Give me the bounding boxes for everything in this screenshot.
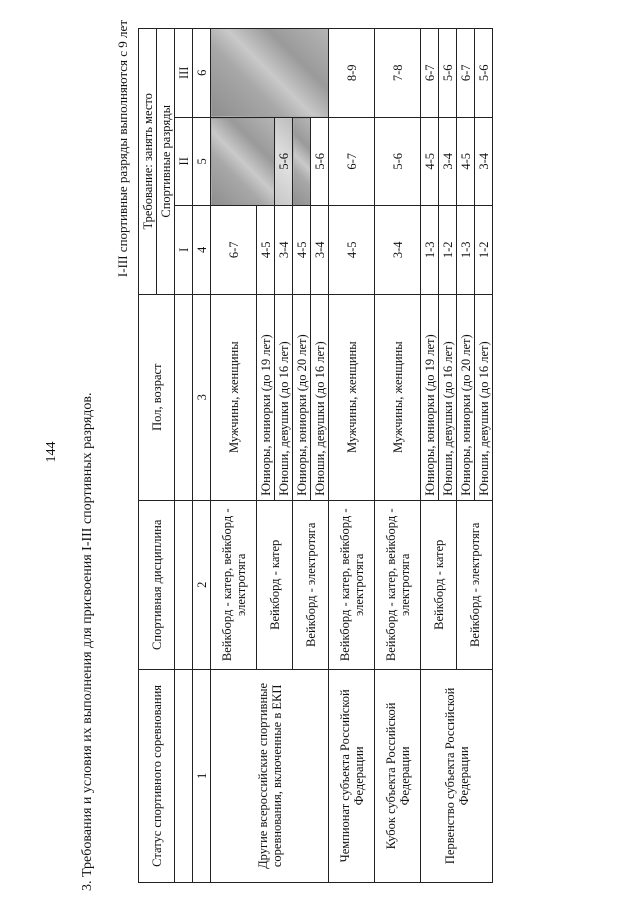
header-rank-3: III [175, 29, 193, 118]
status-cell: Чемпионат субъекта Российской Федерации [329, 669, 375, 882]
status-cell: Первенство субъекта Российской Федерации [421, 669, 493, 882]
rank-3-shaded-cell [211, 29, 329, 118]
sex-age-cell: Юноши, девушки (до 16 лет) [439, 294, 457, 500]
sex-age-cell: Мужчины, женщины [211, 294, 257, 500]
rank-2-shaded-cell [211, 117, 275, 206]
rank-2-cell: 6-7 [329, 117, 375, 206]
rank-1-cell: 3-4 [311, 206, 329, 295]
header-numbering-spacer [175, 500, 193, 669]
column-number: 6 [193, 29, 211, 118]
rank-3-cell: 8-9 [329, 29, 375, 118]
column-number: 5 [193, 117, 211, 206]
header-status: Статус спортивного соревнования [139, 669, 175, 882]
header-discipline: Спортивная дисциплина [139, 500, 175, 669]
discipline-cell: Вейкборд - катер, вейкборд - электротяга [375, 500, 421, 669]
rank-1-cell: 4-5 [329, 206, 375, 295]
sex-age-cell: Юниоры, юниорки (до 20 лет) [457, 294, 475, 500]
rank-3-cell: 7-8 [375, 29, 421, 118]
rank-1-cell: 4-5 [293, 206, 311, 295]
rank-2-cell: 4-5 [457, 117, 475, 206]
status-cell: Другие всероссийские спортивные соревнования, включенные в ЕКП [211, 669, 329, 882]
header-numbering-spacer [175, 294, 193, 500]
section-title: 3. Требования и условия их выполнения для присвоения I-III спортивных разрядов. [80, 392, 95, 891]
column-number: 1 [193, 669, 211, 882]
rank-1-cell: 3-4 [375, 206, 421, 295]
column-number: 2 [193, 500, 211, 669]
header-sex-age: Пол, возраст [139, 294, 175, 500]
header-ranks: Спортивные разряды [157, 29, 175, 295]
rank-1-cell: 4-5 [257, 206, 275, 295]
sex-age-cell: Юноши, девушки (до 16 лет) [475, 294, 493, 500]
sex-age-cell: Юниоры, юниорки (до 20 лет) [293, 294, 311, 500]
rank-1-cell: 6-7 [211, 206, 257, 295]
header-requirement: Требование: занять место [139, 29, 157, 295]
discipline-cell: Вейкборд - катер [421, 500, 457, 669]
rank-1-cell: 1-3 [421, 206, 439, 295]
rank-1-cell: 3-4 [275, 206, 293, 295]
column-number: 3 [193, 294, 211, 500]
rank-2-cell: 5-6 [311, 117, 329, 206]
table-subtitle: I-III спортивные разряды выполняются с 9 лет [115, 20, 130, 278]
rank-2-cell: 5-6 [275, 117, 293, 206]
discipline-cell: Вейкборд - электротяга [293, 500, 329, 669]
rank-3-cell: 6-7 [457, 29, 475, 118]
rank-2-shaded-cell [293, 117, 311, 206]
sex-age-cell: Юниоры, юниорки (до 19 лет) [257, 294, 275, 500]
rank-2-cell: 5-6 [375, 117, 421, 206]
rank-3-cell: 5-6 [439, 29, 457, 118]
rank-1-cell: 1-2 [475, 206, 493, 295]
header-rank-1: I [175, 206, 193, 295]
rank-2-cell: 3-4 [439, 117, 457, 206]
rank-3-cell: 5-6 [475, 29, 493, 118]
rank-2-cell: 3-4 [475, 117, 493, 206]
discipline-cell: Вейкборд - катер, вейкборд - электротяга [211, 500, 257, 669]
rank-1-cell: 1-2 [439, 206, 457, 295]
rank-3-cell: 6-7 [421, 29, 439, 118]
sex-age-cell: Юноши, девушки (до 16 лет) [311, 294, 329, 500]
sex-age-cell: Мужчины, женщины [329, 294, 375, 500]
discipline-cell: Вейкборд - катер, вейкборд - электротяга [329, 500, 375, 669]
discipline-cell: Вейкборд - электротяга [457, 500, 493, 669]
page-number: 144 [44, 441, 59, 463]
header-numbering-spacer [175, 669, 193, 882]
column-number: 4 [193, 206, 211, 295]
status-cell: Кубок субъекта Российской Федерации [375, 669, 421, 882]
sex-age-cell: Юниоры, юниорки (до 19 лет) [421, 294, 439, 500]
discipline-cell: Вейкборд - катер [257, 500, 293, 669]
requirements-table [138, 28, 493, 883]
sex-age-cell: Мужчины, женщины [375, 294, 421, 500]
header-rank-2: II [175, 117, 193, 206]
rank-2-cell: 4-5 [421, 117, 439, 206]
sex-age-cell: Юноши, девушки (до 16 лет) [275, 294, 293, 500]
rank-1-cell: 1-3 [457, 206, 475, 295]
